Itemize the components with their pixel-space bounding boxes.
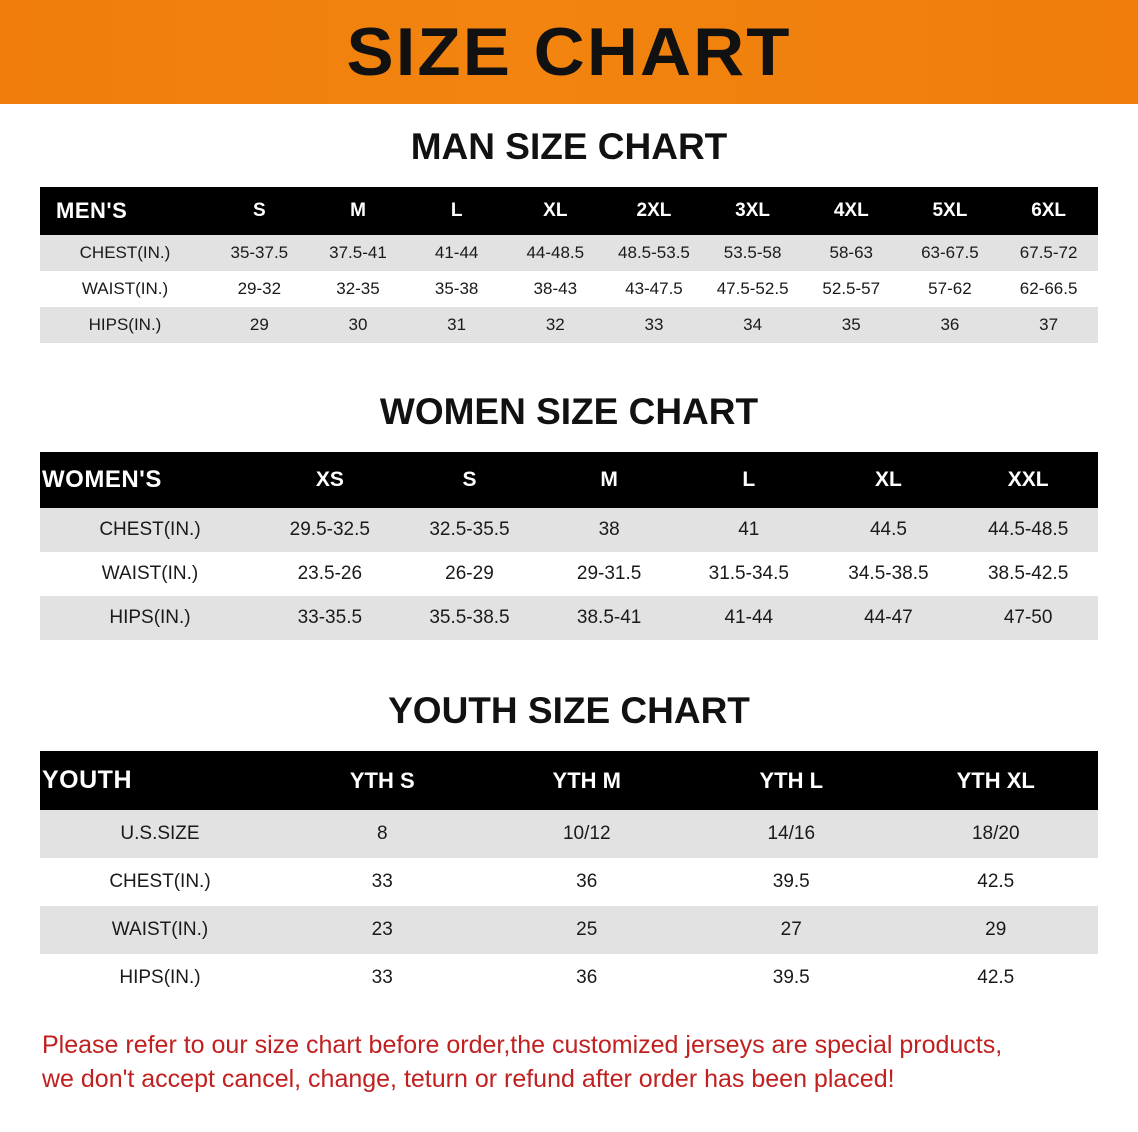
col-header-xxl: XXL — [958, 452, 1098, 508]
cell: 38.5-41 — [539, 596, 679, 640]
row-label-chest: CHEST(IN.) — [40, 858, 280, 906]
cell: 38-43 — [506, 271, 605, 307]
cell: 63-67.5 — [901, 235, 1000, 271]
cell: 35.5-38.5 — [400, 596, 540, 640]
cell: 67.5-72 — [999, 235, 1098, 271]
women-section-title: WOMEN SIZE CHART — [379, 391, 759, 432]
col-header-xl: XL — [506, 187, 605, 235]
youth-section-title: YOUTH SIZE CHART — [388, 690, 750, 731]
cell: 36 — [901, 307, 1000, 343]
col-header-6xl: 6XL — [999, 187, 1098, 235]
cell: 29 — [210, 307, 309, 343]
col-header-mens: MEN'S — [40, 187, 210, 235]
cell: 53.5-58 — [703, 235, 802, 271]
cell: 33 — [280, 954, 485, 1002]
row-label-hips: HIPS(IN.) — [40, 307, 210, 343]
col-header-2xl: 2XL — [605, 187, 704, 235]
youth-size-table — [40, 751, 1098, 1002]
table-row — [40, 906, 1098, 954]
col-header-yth-m: YTH M — [485, 751, 690, 810]
cell: 34.5-38.5 — [819, 552, 959, 596]
cell: 35 — [802, 307, 901, 343]
cell: 32 — [506, 307, 605, 343]
row-label-waist: WAIST(IN.) — [40, 906, 280, 954]
cell: 32-35 — [309, 271, 408, 307]
cell: 29.5-32.5 — [260, 508, 400, 552]
cell: 57-62 — [901, 271, 1000, 307]
cell: 34 — [703, 307, 802, 343]
cell: 44.5-48.5 — [958, 508, 1098, 552]
cell: 39.5 — [689, 858, 894, 906]
disclaimer-line-1: Please refer to our size chart before order,the customized jerseys are special products, — [42, 1031, 1003, 1059]
cell: 47.5-52.5 — [703, 271, 802, 307]
cell: 29 — [894, 906, 1099, 954]
col-header-4xl: 4XL — [802, 187, 901, 235]
cell: 39.5 — [689, 954, 894, 1002]
cell: 41 — [679, 508, 819, 552]
cell: 36 — [485, 954, 690, 1002]
women-table-body — [40, 508, 1098, 640]
col-header-xl: XL — [819, 452, 959, 508]
table-row — [40, 307, 1098, 343]
cell: 44-47 — [819, 596, 959, 640]
col-header-s: S — [400, 452, 540, 508]
row-label-chest: CHEST(IN.) — [40, 235, 210, 271]
man-table-head — [40, 187, 1098, 235]
col-header-yth-l: YTH L — [689, 751, 894, 810]
disclaimer-line-2: we don't accept cancel, change, teturn or refund after order has been placed! — [42, 1065, 895, 1093]
cell: 43-47.5 — [605, 271, 704, 307]
youth-table-body — [40, 810, 1098, 1002]
col-header-m: M — [539, 452, 679, 508]
row-label-waist: WAIST(IN.) — [40, 552, 260, 596]
women-table-wrapper — [40, 452, 1098, 640]
cell: 52.5-57 — [802, 271, 901, 307]
table-row — [40, 271, 1098, 307]
man-table-body — [40, 235, 1098, 343]
cell: 23 — [280, 906, 485, 954]
table-row — [40, 810, 1098, 858]
cell: 41-44 — [407, 235, 506, 271]
cell: 23.5-26 — [260, 552, 400, 596]
cell: 26-29 — [400, 552, 540, 596]
disclaimer-note — [42, 1028, 1096, 1096]
cell: 29-32 — [210, 271, 309, 307]
cell: 38 — [539, 508, 679, 552]
cell: 48.5-53.5 — [605, 235, 704, 271]
cell: 44-48.5 — [506, 235, 605, 271]
cell: 25 — [485, 906, 690, 954]
table-row — [40, 858, 1098, 906]
cell: 35-38 — [407, 271, 506, 307]
women-table-head — [40, 452, 1098, 508]
youth-table-head — [40, 751, 1098, 810]
table-row — [40, 954, 1098, 1002]
cell: 33 — [605, 307, 704, 343]
women-size-table — [40, 452, 1098, 640]
cell: 42.5 — [894, 954, 1099, 1002]
cell: 32.5-35.5 — [400, 508, 540, 552]
cell: 31.5-34.5 — [679, 552, 819, 596]
col-header-womens: WOMEN'S — [40, 452, 260, 508]
cell: 10/12 — [485, 810, 690, 858]
page-banner — [0, 0, 1138, 104]
row-label-us-size: U.S.SIZE — [40, 810, 280, 858]
row-label-chest: CHEST(IN.) — [40, 508, 260, 552]
cell: 62-66.5 — [999, 271, 1098, 307]
col-header-l: L — [679, 452, 819, 508]
cell: 35-37.5 — [210, 235, 309, 271]
table-row — [40, 596, 1098, 640]
table-header-row — [40, 187, 1098, 235]
page-title: SIZE CHART — [346, 14, 792, 90]
youth-table-wrapper — [40, 751, 1098, 1002]
table-row — [40, 235, 1098, 271]
col-header-yth-xl: YTH XL — [894, 751, 1099, 810]
man-size-table — [40, 187, 1098, 343]
table-row — [40, 552, 1098, 596]
cell: 27 — [689, 906, 894, 954]
col-header-3xl: 3XL — [703, 187, 802, 235]
row-label-hips: HIPS(IN.) — [40, 954, 280, 1002]
col-header-xs: XS — [260, 452, 400, 508]
cell: 47-50 — [958, 596, 1098, 640]
cell: 8 — [280, 810, 485, 858]
col-header-yth-s: YTH S — [280, 751, 485, 810]
cell: 14/16 — [689, 810, 894, 858]
man-section-title: MAN SIZE CHART — [410, 126, 728, 167]
cell: 31 — [407, 307, 506, 343]
cell: 41-44 — [679, 596, 819, 640]
cell: 30 — [309, 307, 408, 343]
cell: 58-63 — [802, 235, 901, 271]
col-header-s: S — [210, 187, 309, 235]
cell: 37.5-41 — [309, 235, 408, 271]
table-row — [40, 508, 1098, 552]
cell: 44.5 — [819, 508, 959, 552]
col-header-m: M — [309, 187, 408, 235]
cell: 18/20 — [894, 810, 1099, 858]
row-label-waist: WAIST(IN.) — [40, 271, 210, 307]
col-header-5xl: 5XL — [901, 187, 1000, 235]
cell: 33-35.5 — [260, 596, 400, 640]
cell: 37 — [999, 307, 1098, 343]
cell: 33 — [280, 858, 485, 906]
cell: 42.5 — [894, 858, 1099, 906]
col-header-youth: YOUTH — [40, 751, 280, 810]
cell: 36 — [485, 858, 690, 906]
cell: 38.5-42.5 — [958, 552, 1098, 596]
table-header-row — [40, 452, 1098, 508]
table-header-row — [40, 751, 1098, 810]
col-header-l: L — [407, 187, 506, 235]
row-label-hips: HIPS(IN.) — [40, 596, 260, 640]
cell: 29-31.5 — [539, 552, 679, 596]
man-table-wrapper — [40, 187, 1098, 343]
